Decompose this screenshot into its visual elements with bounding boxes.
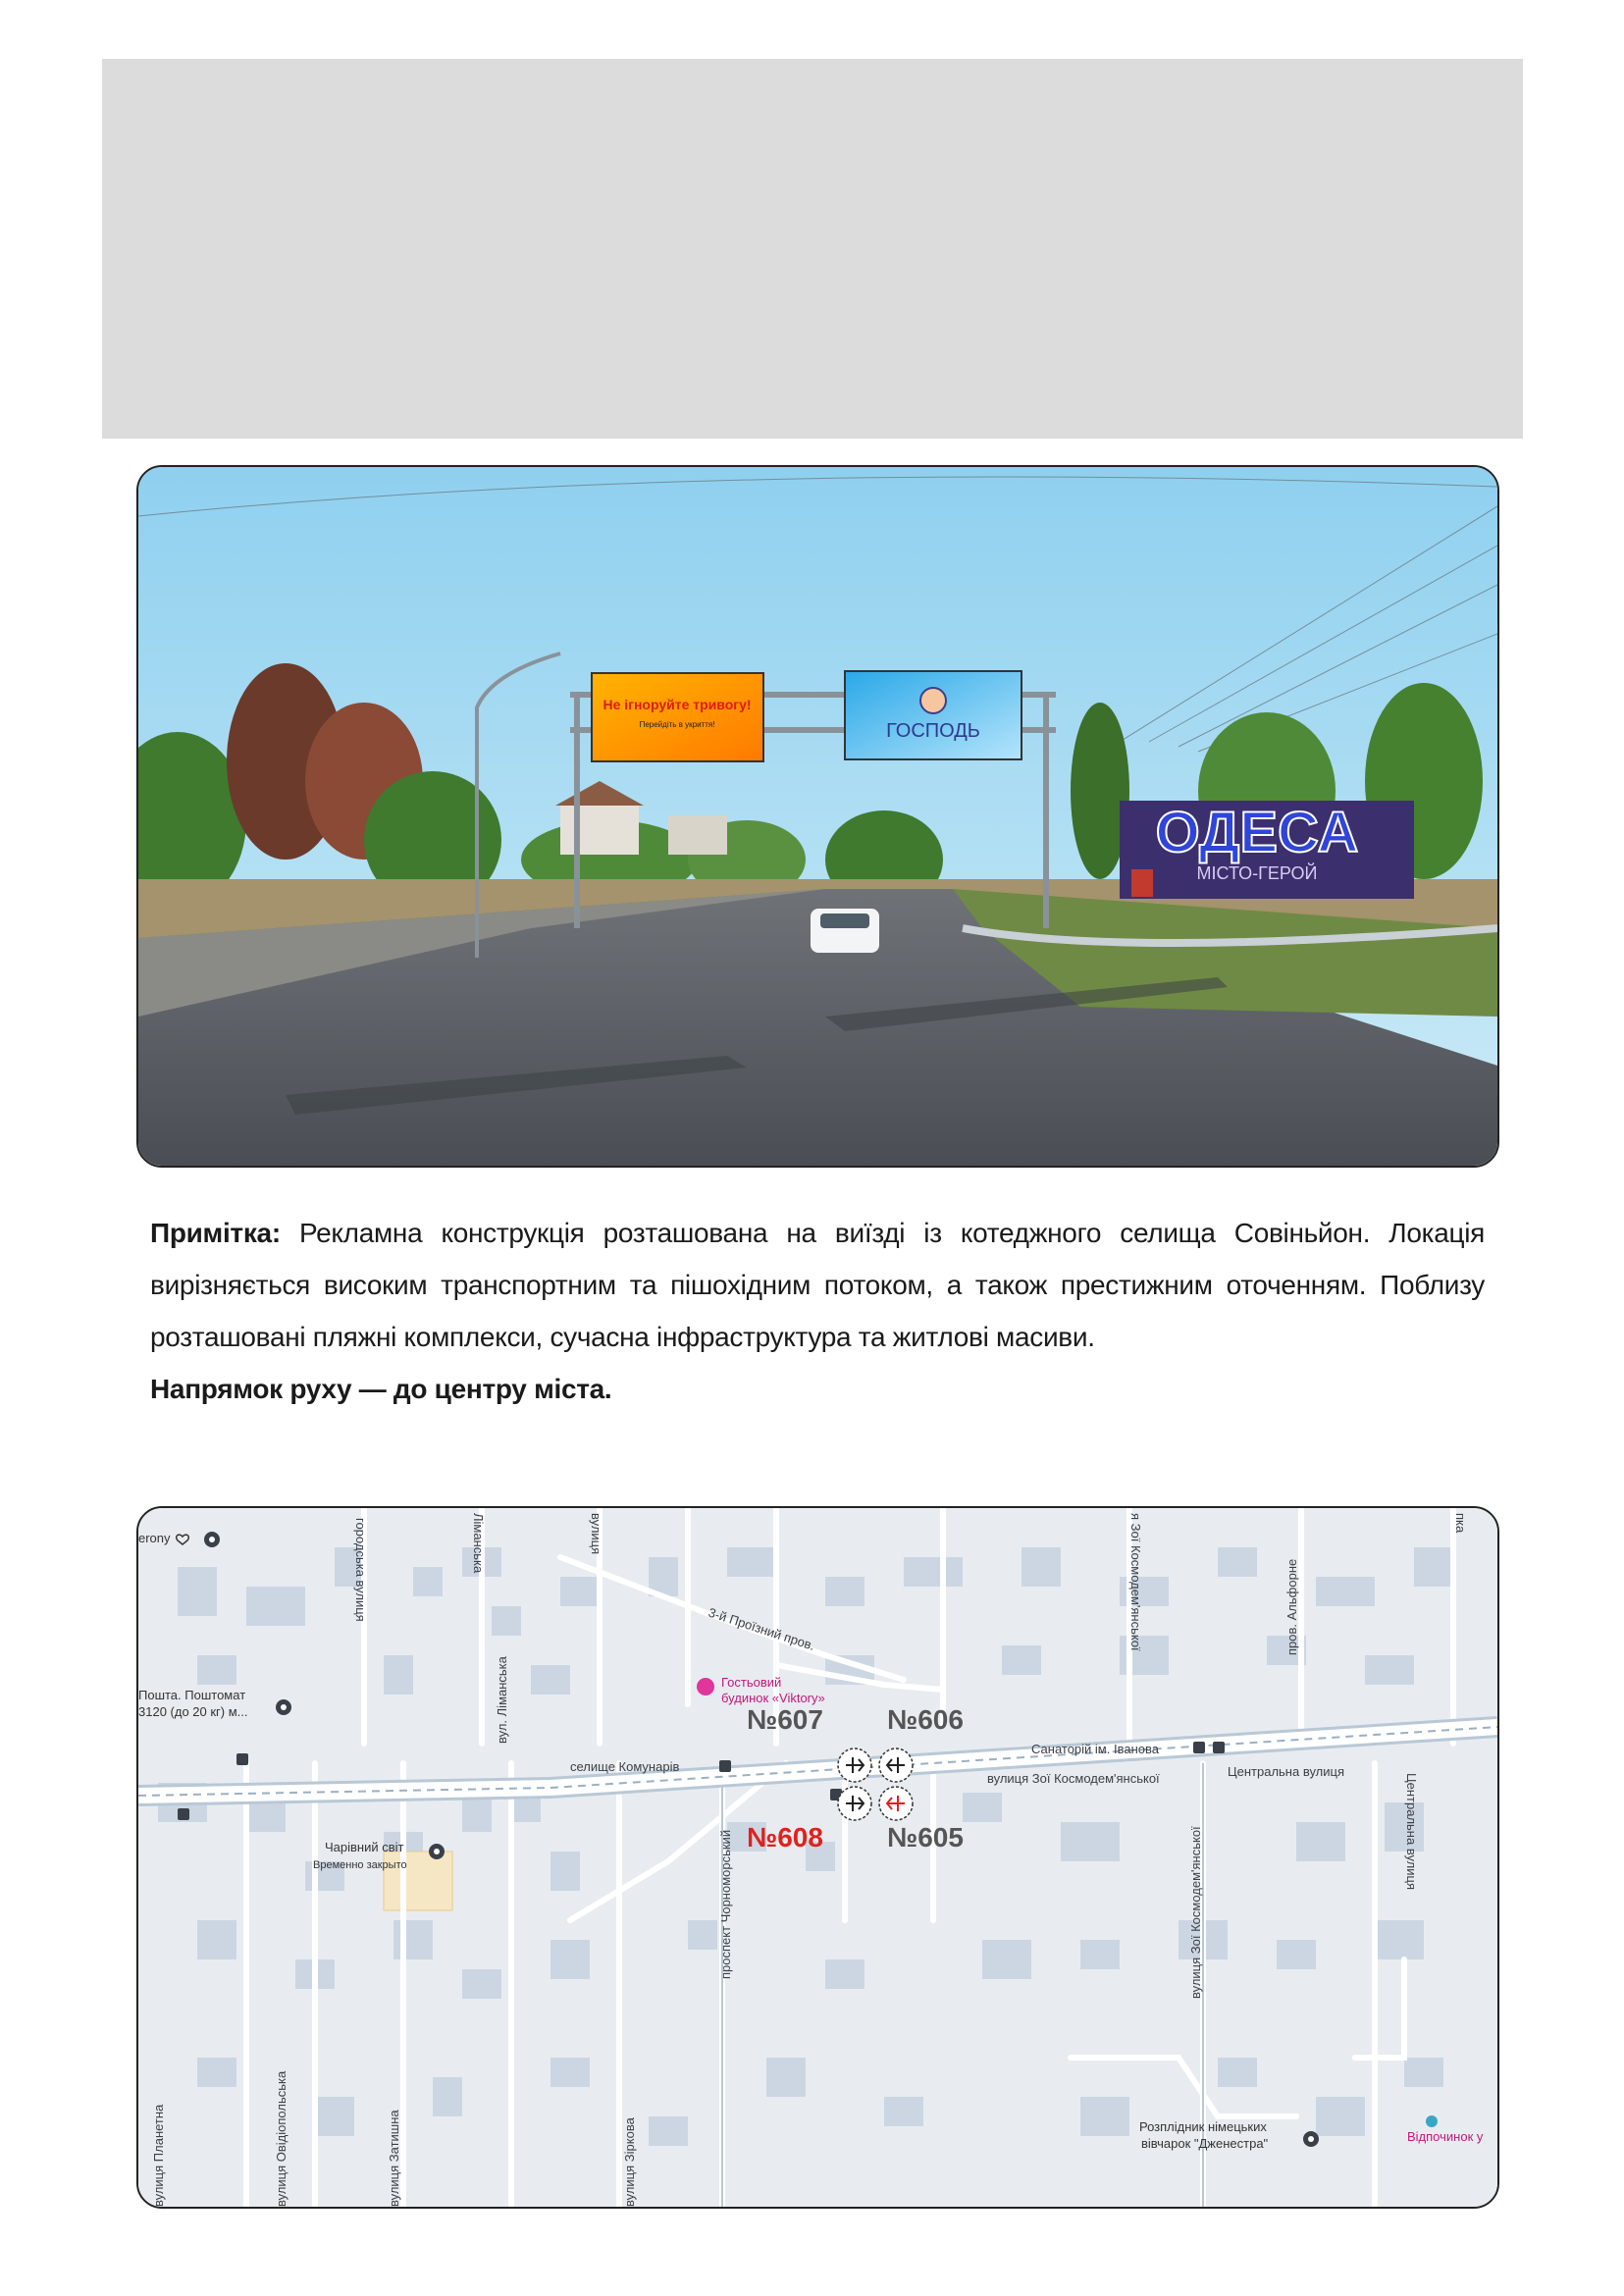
poi-label: будинок «Viktory» (721, 1691, 825, 1705)
poi-label: Відпочинок у (1407, 2129, 1484, 2144)
street-label: Центральна вулиця (1404, 1773, 1419, 1890)
note-direction: Напрямок руху — до центру міста. (150, 1374, 612, 1404)
street-label: вулиця (589, 1513, 603, 1555)
map-pin-icon (1426, 2115, 1438, 2127)
marker-label-606: №606 (887, 1704, 964, 1735)
street-label: вулиця Зої Космодем'янської (987, 1771, 1160, 1786)
poi-label: Чарівний світ (325, 1840, 404, 1854)
street-label: Санаторій ім. Іванова (1031, 1742, 1159, 1756)
note-block (150, 1207, 1485, 1415)
street-label: городська вулиця (353, 1518, 368, 1622)
top-banner-placeholder (102, 59, 1523, 439)
marker-label-608: №608 (747, 1822, 823, 1852)
street-label: селище Комунарів (570, 1759, 680, 1774)
billboard-right-emblem-icon (920, 688, 946, 713)
poi-label: Гостьовий (721, 1675, 782, 1690)
city-sign-subtitle: МІСТО-ГЕРОЙ (1196, 863, 1318, 883)
poi-label: erony (138, 1531, 171, 1545)
poi-label: 3120 (до 20 кг) м... (138, 1704, 248, 1719)
poi-label: Пошта. Поштомат (138, 1688, 246, 1702)
street-label: проспект Чорноморський (718, 1829, 733, 1979)
street-label: пка (1453, 1513, 1468, 1534)
billboard-right-text: ГОСПОДЬ (886, 720, 980, 742)
note-text: Рекламна конструкція розташована на виїзді із котеджного селища Совіньйон. Локація вирізняється високим транспортним та пішохідним потоком, а також престижним оточенням. Поблизу розташовані пляжні комплекси, сучасна інфраструктура та житлові масиви. (150, 1218, 1485, 1352)
street-label: Центральна вулиця (1228, 1764, 1344, 1779)
hotel-pin-icon (697, 1678, 714, 1696)
poi-label: Розплідник німецьких (1139, 2119, 1267, 2134)
city-coat-of-arms-icon (1131, 869, 1153, 897)
street-label: 3-й Проїзний пров. (707, 1604, 817, 1653)
street-label: вулиця Овідіопольська (274, 2070, 288, 2207)
street-label: я Зої Космодем'янської (1128, 1513, 1143, 1651)
poi-label: вівчарок "Дженестра" (1141, 2136, 1269, 2151)
street-label: Ліманська (471, 1513, 486, 1574)
street-label: вулиця Зої Космодем'янської (1188, 1826, 1203, 1999)
marker-label-605: №605 (887, 1822, 964, 1852)
street-label: пров. Альфорне (1284, 1558, 1299, 1655)
billboard-left-line2: Перейдіть в укриття! (639, 720, 715, 729)
note-label: Примітка: (150, 1218, 281, 1248)
marker-label-607: №607 (747, 1704, 823, 1735)
street-label: вулиця Планетна (151, 2104, 166, 2207)
street-label: вулиця Затишна (387, 2110, 401, 2207)
city-sign-name: ОДЕСА (1155, 801, 1359, 864)
street-label: вул. Ліманська (495, 1656, 509, 1744)
poi-label: Временно закрыто (313, 1859, 407, 1871)
street-label: вулиця Зіркова (622, 2117, 637, 2207)
billboard-photo (136, 465, 1499, 1168)
location-map (136, 1506, 1499, 2209)
billboard-left-line1: Не ігноруйте тривогу! (602, 697, 752, 712)
